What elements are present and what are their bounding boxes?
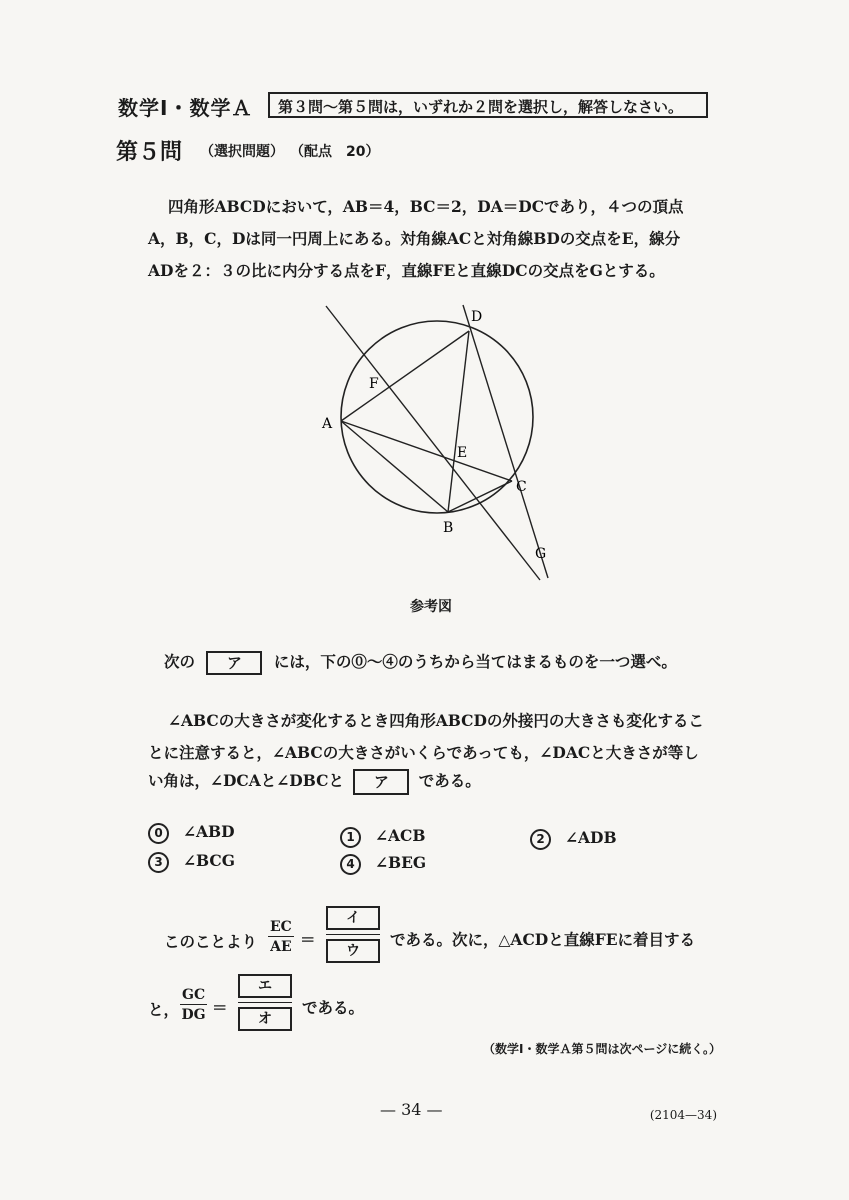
figure-caption: 参考図: [410, 599, 452, 615]
label-G: G: [535, 546, 547, 562]
choice-3[interactable]: [148, 851, 235, 873]
answer-box-i[interactable]: イ: [326, 906, 380, 930]
answer-box-e[interactable]: エ: [238, 974, 292, 998]
reference-figure: [300, 290, 570, 590]
choice-number-1: 1: [340, 827, 361, 848]
label-F: F: [369, 376, 379, 392]
answer-fraction-iu: [326, 906, 380, 963]
question-title: 第５問: [116, 140, 183, 165]
body-line-1: ∠ABCの大きさが変化するとき四角形ABCDの外接円の大きさも変化するこ: [168, 711, 704, 730]
choice-number-3: 3: [148, 852, 169, 873]
fraction-gc-numerator: GC: [182, 987, 206, 1003]
selection-note: 第３問～第５問は，いずれか２問を選択し，解答しなさい。: [268, 92, 708, 118]
ratio1-prefix: このことより: [164, 932, 258, 951]
page-number: — 34 —: [380, 1100, 443, 1119]
question-points: （配点 20）: [290, 144, 380, 160]
label-E: E: [457, 445, 468, 461]
body-line-2: とに注意すると，∠ABCの大きさがいくらであっても，∠DACと大きさが等し: [148, 743, 699, 762]
fraction-ec-ae: [268, 918, 294, 957]
answer-fraction-eo: [238, 974, 292, 1031]
choice-number-4: 4: [340, 854, 361, 875]
fraction-dg-denominator: DG: [181, 1007, 206, 1023]
subject-title: 数学Ⅰ・数学Ａ: [118, 96, 253, 120]
fraction-bar-eo: [238, 1002, 292, 1003]
choice-2[interactable]: [530, 828, 617, 850]
choice-text-4: ∠BEG: [375, 853, 427, 872]
body-line-3-prefix: い角は，∠DCAと∠DBCと: [148, 771, 344, 790]
choice-text-0: ∠ABD: [183, 822, 235, 841]
fraction-bar-iu: [326, 934, 380, 935]
choice-1[interactable]: [340, 826, 425, 848]
choice-text-3: ∠BCG: [183, 851, 235, 870]
choice-text-1: ∠ACB: [375, 826, 426, 845]
answer-box-o[interactable]: オ: [238, 1007, 292, 1031]
body-line-3: [148, 765, 481, 797]
ratio2-equals: ＝: [212, 998, 228, 1017]
choice-number-0: 0: [148, 823, 169, 844]
line-FE: [326, 306, 540, 580]
instruction-prefix: 次の: [164, 652, 196, 671]
instruction: [164, 646, 677, 678]
body-line-3-suffix: である。: [418, 771, 481, 790]
label-C: C: [516, 479, 527, 495]
fraction-ae-denominator: AE: [270, 939, 292, 955]
intro-line-2: A，B，C，Dは同一円周上にある。対角線ACと対角線BDの交点をE，線分: [148, 229, 681, 248]
question-type: （選択問題）: [200, 144, 284, 160]
segment-AB: [341, 421, 448, 512]
continued-note: （数学Ⅰ・数学Ａ第５問は次ページに続く。）: [483, 1042, 721, 1056]
page-code: (2104—34): [649, 1108, 717, 1122]
choice-number-2: 2: [530, 829, 551, 850]
instruction-suffix: には，下の⓪～④のうちから当てはまるものを一つ選べ。: [273, 652, 677, 671]
line-DC: [463, 305, 548, 578]
intro-line-3: ADを２：３の比に内分する点をF，直線FEと直線DCの交点をGとする。: [148, 261, 665, 280]
diagonal-AC: [341, 421, 512, 481]
ratio2-prefix: と，: [148, 1000, 180, 1019]
answer-box-u[interactable]: ウ: [326, 939, 380, 963]
ratio1-equals: ＝: [300, 930, 316, 949]
fraction-gc-dg: [180, 986, 207, 1025]
choice-4[interactable]: [340, 853, 426, 875]
segment-BC: [448, 481, 512, 512]
choice-text-2: ∠ADB: [565, 828, 617, 847]
label-B: B: [443, 520, 454, 536]
label-A: A: [322, 416, 333, 432]
answer-box-a[interactable]: ア: [206, 651, 262, 675]
ratio2-suffix: である。: [302, 998, 365, 1017]
answer-box-a-inline[interactable]: ア: [353, 769, 409, 795]
intro-line-1: 四角形ABCDにおいて，AB＝4，BC＝2，DA＝DCであり，４つの頂点: [168, 197, 684, 216]
label-D: D: [471, 309, 483, 325]
ratio1-suffix: である。次に，△ACDと直線FEに着目する: [390, 930, 696, 949]
fraction-ec-numerator: EC: [270, 919, 292, 935]
choice-0[interactable]: [148, 822, 235, 844]
